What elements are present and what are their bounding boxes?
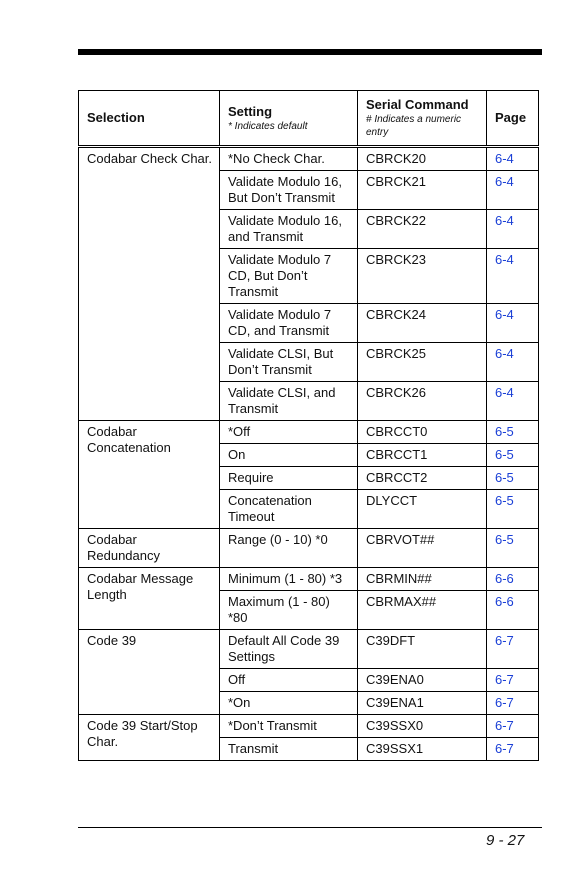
setting-cell: Minimum (1 - 80) *3 (220, 568, 358, 591)
table-row (79, 147, 539, 171)
page-link[interactable]: 6-5 (487, 467, 539, 490)
bottom-rule (78, 827, 542, 828)
setting-cell: Default All Code 39 Settings (220, 630, 358, 669)
page-link[interactable]: 6-4 (487, 210, 539, 249)
setting-cell: Require (220, 467, 358, 490)
selection-cell: Code 39 Start/Stop Char. (79, 715, 220, 761)
command-cell: CBRCK23 (358, 249, 487, 304)
page-link[interactable]: 6-4 (487, 343, 539, 382)
header-serial-note: # Indicates a numeric entry (366, 114, 462, 138)
setting-cell: Maximum (1 - 80) *80 (220, 591, 358, 630)
command-cell: CBRMAX## (358, 591, 487, 630)
table-row (79, 421, 539, 444)
page-link[interactable]: 6-5 (487, 421, 539, 444)
page-link[interactable]: 6-4 (487, 171, 539, 210)
header-page: Page (487, 91, 539, 147)
setting-cell: Off (220, 669, 358, 692)
page-link[interactable]: 6-4 (487, 147, 539, 171)
page-link[interactable]: 6-6 (487, 568, 539, 591)
header-selection: Selection (79, 91, 220, 147)
selection-cell: Code 39 (79, 630, 220, 715)
command-cell: CBRCCT0 (358, 421, 487, 444)
header-setting: Setting * Indicates default (220, 91, 358, 147)
page-link[interactable]: 6-4 (487, 304, 539, 343)
header-serial-command: Serial Command # Indicates a numeric entry (358, 91, 487, 147)
setting-cell: Range (0 - 10) *0 (220, 529, 358, 568)
table-row (79, 529, 539, 568)
setting-cell: Validate CLSI, and Transmit (220, 382, 358, 421)
command-cell: CBRCK22 (358, 210, 487, 249)
page-link[interactable]: 6-5 (487, 444, 539, 467)
command-cell: CBRVOT## (358, 529, 487, 568)
setting-cell: Transmit (220, 738, 358, 761)
page-link[interactable]: 6-4 (487, 382, 539, 421)
setting-cell: *Off (220, 421, 358, 444)
page-link[interactable]: 6-7 (487, 715, 539, 738)
selection-cell: Codabar Redundancy (79, 529, 220, 568)
command-cell: DLYCCT (358, 490, 487, 529)
setting-cell: *On (220, 692, 358, 715)
selection-cell: Codabar Message Length (79, 568, 220, 630)
page-link[interactable]: 6-5 (487, 490, 539, 529)
setting-cell: Validate Modulo 16, and Transmit (220, 210, 358, 249)
page-link[interactable]: 6-7 (487, 669, 539, 692)
table-header-row (79, 91, 539, 147)
command-cell: CBRCK20 (358, 147, 487, 171)
setting-cell: Validate CLSI, But Don’t Transmit (220, 343, 358, 382)
page-link[interactable]: 6-7 (487, 692, 539, 715)
setting-cell: On (220, 444, 358, 467)
table-row (79, 715, 539, 738)
command-cell: C39ENA0 (358, 669, 487, 692)
table-row (79, 568, 539, 591)
command-cell: C39DFT (358, 630, 487, 669)
command-cell: CBRCK25 (358, 343, 487, 382)
command-cell: CBRCCT1 (358, 444, 487, 467)
page-number: 9 - 27 (486, 832, 525, 849)
command-cell: C39SSX1 (358, 738, 487, 761)
top-rule (78, 49, 542, 55)
setting-cell: Validate Modulo 16, But Don’t Transmit (220, 171, 358, 210)
selection-cell: Codabar Concatenation (79, 421, 220, 529)
page-link[interactable]: 6-7 (487, 630, 539, 669)
setting-cell: Concatenation Timeout (220, 490, 358, 529)
selection-cell: Codabar Check Char. (79, 147, 220, 421)
page-link[interactable]: 6-5 (487, 529, 539, 568)
table-row (79, 630, 539, 669)
page-link[interactable]: 6-6 (487, 591, 539, 630)
serial-command-table (78, 90, 539, 761)
page-link[interactable]: 6-7 (487, 738, 539, 761)
command-cell: C39SSX0 (358, 715, 487, 738)
command-cell: CBRMIN## (358, 568, 487, 591)
command-cell: CBRCK24 (358, 304, 487, 343)
command-cell: CBRCK26 (358, 382, 487, 421)
setting-cell: Validate Modulo 7 CD, and Transmit (220, 304, 358, 343)
page-link[interactable]: 6-4 (487, 249, 539, 304)
setting-cell: *No Check Char. (220, 147, 358, 171)
header-setting-note: * Indicates default (228, 120, 308, 132)
command-cell: CBRCK21 (358, 171, 487, 210)
command-cell: C39ENA1 (358, 692, 487, 715)
setting-cell: Validate Modulo 7 CD, But Don’t Transmit (220, 249, 358, 304)
command-cell: CBRCCT2 (358, 467, 487, 490)
setting-cell: *Don’t Transmit (220, 715, 358, 738)
